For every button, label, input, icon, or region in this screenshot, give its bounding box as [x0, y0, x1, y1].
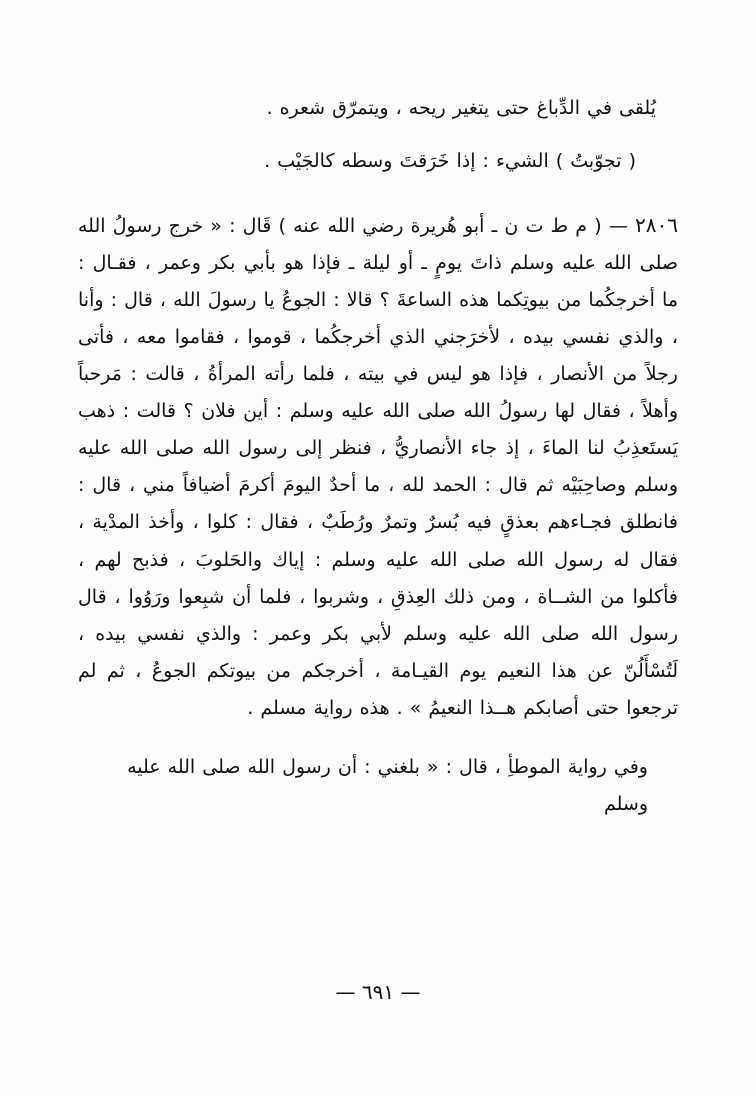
hadith-body: — ( م ط ت ن ـ أبو هُريرة رضي الله عنه ) قَال : « خرج رسولُ الله صلى الله عليه وسلم ذاتَ يومٍ ـ أو ليلة ـ فإذا هو بأبي بكر وعمر ، فقـال : ما أخرجكُما من بيوتِكما هذه الساعةَ ؟ قالا : الجوعُ يا رسولَ الله ، قال : وأنا ، والذي نفسي بيده ، لأخرَجني الذي أخرجكُما ، قوموا ، فقاموا معه ، فأتى رجلاً من الأنصار ، فإذا هو ليس في بيته ، فلما رأته المرأةُ ، قالت : مَرحباً وأهلاً ، فقال لها رسولُ الله صلى الله عليه وسلم : أين فلان ؟ قالت : ذهب يَستَعذِبُ لنا الماءَ ، إذ جاء الأنصاريُّ ، فنظر إلى رسول الله صلى الله عليه وسلم وصاحِبَيْه ثم قال : الحمد لله ، ما أحدٌ اليومَ أكرمَ أضيافاً مني ، قال : فانطلق فجـاءهم بعذقٍ فيه بُسرٌ وتمرٌ ورُطَبٌ ، فقال : كلوا ، وأخذ المدْية ، فقال له رسول الله صلى الله عليه وسلم : إياك والحَلوبَ ، فذبح لهم ، فأكلوا من الشــاة ، ومن ذلك العِذقِ ، وشربوا ، فلما أن شبِعوا ورَوُوا ، قال رسول الله صلى الله عليه وسلم لأبي بكر وعمر : والذي نفسي بيده ، لَتُسْأَلُنّ عن هذا النعيم يوم القيـامة ، أخرجكم من بيوتكم الجوعُ ، ثم لم ترجعوا حتى أصابكم هــذا النعيمُ » . هذه رواية مسلم . — [78, 215, 678, 719]
paragraph-line-1: يُلقى في الدِّباغ حتى يتغير ريحه ، ويتمرّق شعره . — [266, 97, 656, 119]
hadith-entry — [78, 206, 678, 727]
hadith-number: ٢٨٠٦ — [635, 213, 678, 238]
page-number: — ٦٩١ — — [335, 980, 421, 1004]
page-content-area — [78, 90, 678, 1036]
paragraph-closing-narration: وفي رواية الموطأِ ، قال : « بلغني : أن رسول الله صلى الله عليه وسلم — [127, 755, 648, 815]
paragraph-line-2-definition: ( تجوّبتُ ) الشيء : إذا خَرَقتَ وسطه كالجَيْب . — [264, 150, 636, 173]
